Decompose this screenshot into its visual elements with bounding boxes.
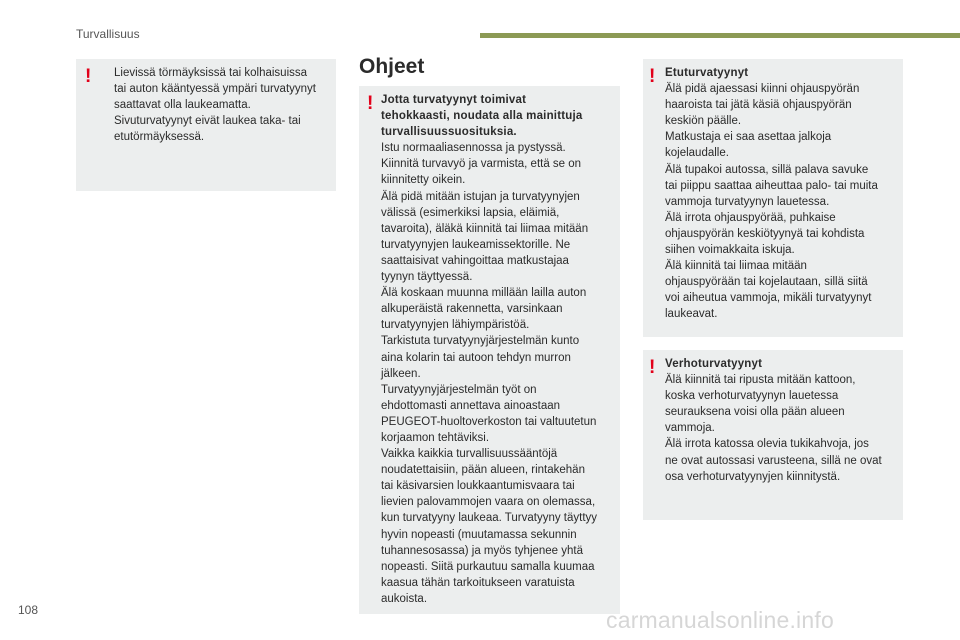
text-line: lievien palovammojen vaara on olemassa, bbox=[381, 496, 596, 509]
warning-text bbox=[665, 372, 882, 485]
text-line: ohjauspyörään tai kojelautaan, sillä siitä bbox=[665, 276, 868, 289]
warning-title bbox=[381, 92, 597, 140]
text-line: aukoista. bbox=[381, 592, 428, 605]
text-line: vammoja. bbox=[665, 422, 715, 435]
text-line: korjaamon tehtäviksi. bbox=[381, 431, 490, 444]
text-line: välissä (esimerkiksi lapsia, eläimiä, bbox=[381, 206, 560, 219]
text-line: ehdottomasti annettava ainoastaan bbox=[381, 399, 561, 412]
text-line: turvatyynyjen laukeamissektorille. Ne bbox=[381, 238, 571, 251]
text-line: voi aiheutua vammoja, mikäli turvatyynyt bbox=[665, 292, 872, 305]
text-line: hyvin nopeasti (muutamassa sekunnin bbox=[381, 528, 577, 541]
text-line: osa verhoturvatyynyjen kiinnitystä. bbox=[665, 470, 841, 483]
text-line: haaroista tai jätä käsiä ohjauspyörän bbox=[665, 99, 852, 112]
text-line: ne ovat autossasi varusteena, sillä ne ovat bbox=[665, 454, 882, 467]
text-line: kiinnitetty oikein. bbox=[381, 174, 466, 187]
text-line: saattavat olla laukeamatta. bbox=[114, 99, 251, 112]
text-line: kojelaudalle. bbox=[665, 147, 729, 160]
warning-icon: ! bbox=[85, 66, 92, 87]
warning-text bbox=[665, 81, 878, 322]
text-line: Älä tupakoi autossa, sillä palava savuke bbox=[665, 163, 869, 176]
warning-box-front-airbags bbox=[643, 59, 903, 337]
text-line: ohjauspyörän keskiötyynyä tai kohdista bbox=[665, 227, 865, 240]
text-line: noudatettaisiin, pään alueen, rintakehän bbox=[381, 464, 585, 477]
text-line: Älä kiinnitä tai liimaa mitään bbox=[665, 260, 807, 273]
warning-text bbox=[114, 65, 316, 145]
warning-box-curtain-airbags bbox=[643, 350, 903, 520]
text-line: turvatyynyjen lähiympäristöä. bbox=[381, 319, 530, 332]
text-line: Älä pidä ajaessasi kiinni ohjauspyörän bbox=[665, 83, 860, 96]
warning-title: Verhoturvatyynyt bbox=[665, 358, 763, 370]
text-line: koska verhoturvatyynyn lauetessa bbox=[665, 390, 839, 403]
text-line: kaasua tähän tarkoitukseen varatuista bbox=[381, 576, 575, 589]
text-line: PEUGEOT-huoltoverkoston tai valtuutetun bbox=[381, 415, 597, 428]
text-line: tai piippu saattaa aiheuttaa palo- tai muita bbox=[665, 179, 878, 192]
text-line: saattaisivat vahingoittaa matkustajaa bbox=[381, 254, 569, 267]
text-line: siihen voimakkaita iskuja. bbox=[665, 244, 795, 257]
text-line: kun turvatyyny laukeaa. Turvatyyny täyttyy bbox=[381, 512, 598, 525]
text-line: Älä pidä mitään istujan ja turvatyynyjen bbox=[381, 190, 580, 203]
text-line: Älä irrota katossa olevia tukikahvoja, jos bbox=[665, 438, 869, 451]
text-line: Kiinnitä turvavyö ja varmista, että se on bbox=[381, 158, 582, 171]
text-line: Jotta turvatyynyt toimivat bbox=[381, 94, 527, 106]
text-line: Istu normaaliasennossa ja pystyssä. bbox=[381, 142, 566, 155]
text-line: tai auton kääntyessä ympäri turvatyynyt bbox=[114, 83, 316, 96]
text-line: Tarkistuta turvatyynyjärjestelmän kunto bbox=[381, 335, 580, 348]
text-line: alkuperäistä rakennetta, varsinkaan bbox=[381, 303, 563, 316]
text-line: vammoja turvatyynyn lauetessa. bbox=[665, 195, 830, 208]
text-line: Sivuturvatyynyt eivät laukea taka- tai bbox=[114, 115, 301, 128]
text-line: jälkeen. bbox=[381, 367, 421, 380]
page-heading: Ohjeet bbox=[359, 55, 425, 78]
text-line: laukeavat. bbox=[665, 308, 718, 321]
text-line: Älä koskaan muunna millään lailla auton bbox=[381, 287, 587, 300]
text-line: aina kolarin tai autoon tehdyn murron bbox=[381, 351, 571, 364]
warning-box-left bbox=[76, 59, 336, 191]
text-line: Vaikka kaikkia turvallisuussääntöjä bbox=[381, 448, 558, 461]
text-line: tuhannesosassa) ja myös tyhjenee yhtä bbox=[381, 544, 584, 557]
warning-title: Etuturvatyynyt bbox=[665, 67, 749, 79]
warning-icon: ! bbox=[649, 357, 656, 378]
text-line: tai käsivarsien loukkaantumisvaara tai bbox=[381, 480, 575, 493]
text-line: seurauksena voisi olla pään alueen bbox=[665, 406, 845, 419]
text-line: Älä kiinnitä tai ripusta mitään kattoon, bbox=[665, 374, 856, 387]
warning-box-middle bbox=[359, 86, 620, 614]
text-line: Turvatyynyjärjestelmän työt on bbox=[381, 383, 537, 396]
warning-icon: ! bbox=[367, 93, 374, 114]
text-line: tyynyn täyttyessä. bbox=[381, 271, 473, 284]
text-line: turvallisuussuosituksia. bbox=[381, 126, 517, 139]
section-name: Turvallisuus bbox=[76, 27, 140, 41]
text-line: tehokkaasti, noudata alla mainittuja bbox=[381, 110, 583, 123]
text-line: keskiön päälle. bbox=[665, 115, 742, 128]
text-line: etutörmäyksessä. bbox=[114, 131, 205, 144]
text-line: Lievissä törmäyksissä tai kolhaisuissa bbox=[114, 67, 308, 79]
text-line: Matkustaja ei saa asettaa jalkoja bbox=[665, 131, 832, 144]
watermark: carmanualsonline.info bbox=[606, 607, 834, 633]
warning-text bbox=[381, 140, 597, 607]
warning-icon: ! bbox=[649, 66, 656, 87]
text-line: Älä irrota ohjauspyörää, puhkaise bbox=[665, 211, 836, 224]
text-line: tavaroita), äläkä kiinnitä tai liimaa mitään bbox=[381, 222, 589, 235]
text-line: nopeasti. Siitä purkautuu samalla kuumaa bbox=[381, 560, 595, 573]
page-number: 108 bbox=[18, 603, 39, 617]
header-accent-bar bbox=[480, 33, 960, 38]
